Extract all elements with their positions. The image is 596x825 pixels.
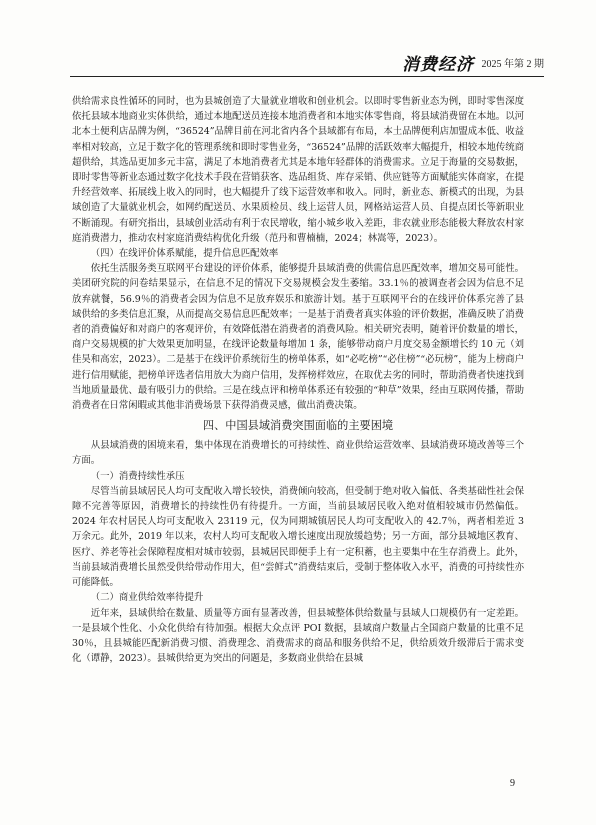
- subsection-heading: （二）商业供给效率待提升: [90, 592, 204, 604]
- paragraph: 尽管当前县域居民人均可支配收入增长较快，消费倾向较高，但受制于绝对收入偏低、各类基础性社会保障不完善等原因，消费增长的持续性仍有待提升。一方面，当前县域居民收入绝对值相较城市仍然偏低。2024 年农村居民人均可支配收入 23119 元，仅为同期城镇居民人均可支配收入的 42.7％，两者相差近 3 万余元。此外，2019 年以来，农村人均可支配收入增长速度出现放缓趋势；另一方面，部分县城地区教育、医疗、养老等社会保障程度相对城市较弱，县城居民即便手上有一定积蓄，也主要集中在生存消费上。此外，当前县域消费增长虽然受供给带动作用大，但“尝鲜式”消费结束后，受制于整体收入水平，消费的可持续性亦可能降低。: [72, 485, 524, 589]
- section-heading: 四、中国县域消费突围面临的主要困境: [202, 419, 394, 433]
- paragraph: 从县域消费的困境来看，集中体现在消费增长的可持续性、商业供给运营效率、县域消费环境改善等三个方面。: [72, 440, 524, 467]
- paragraph: 依托生活服务类互联网平台建设的评价体系，能够提升县域消费的供需信息匹配效率，增加交易可能性。美团研究院的问卷结果显示，在信息不足的情况下交易规模会发生萎缩。33.1％的被调查者会因为信息不足放弃就餐，56.9％的消费者会因为信息不足放弃娱乐和旅游计划。基于互联网平台的在线评价体系完善了县域供给的多类信息汇聚，从而提高交易信息匹配效率；一是基于消费者真实体验的评价数据，准确反映了消费者的消费偏好和对商户的客观评价，有效降低潜在消费者的消费风险。相关研究表明，随着评价数量的增长，商户交易规模的扩大效果更加明显，在线评论数量每增加 1 条，能够带动商户月度交易金额增长约 10 元（刘佳昊和高宏，2023）。二是基于在线评价系统衍生的榜单体系，如“必吃榜”“必住榜”“必玩榜”，能为上榜商户进行信用赋能，把榜单评选者信用放大为商户信用，发挥榜样效应，在取优去劣的同时，帮助消费者快速找到当地质量最优、最有吸引力的供给。三是在线点评和榜单体系还有较强的“种草”效果，经由互联网传播，帮助消费者在日常闲暇或其他非消费场景下获得消费灵感，做出消费决策。: [72, 263, 524, 412]
- paragraph: 供给需求良性循环的同时，也为县城创造了大量就业增收和创业机会。以即时零售新业态为例，即时零售深度依托县域本地商业实体供给，通过本地配送员连接本地消费者和本地实体零售商，将县域消费留在本地。以河北本土便利店品牌为例，“36524”品牌目前在河北省内各个县域都有布局，本土品牌便利店加盟成本低、收益率相对较高，立足于数字化的管理系统和即时零售业务，“36524”品牌的活跃效率大幅提升，相较本地传统商超供给，其选品更加多元丰富，满足了本地消费者尤其是本地年轻群体的消费需求。立足于海量的交易数据，即时零售等新业态通过数字化技术手段在营销获客、选品组货、库存采销、供应链等方面赋能实体商家，在提升经营效率、拓展线上收入的同时，也大幅提升了线下运营效率和收入。同时，新业态、新模式的出现，为县域创造了大量就业机会，如网约配送员、水果质检员、线上运营人员，网格站运营人员、自提点团长等新职业不断涌现。有研究指出，县域创业活动有利于农民增收，缩小城乡收入差距，非农就业形态能极大释放农村家庭消费潜力，推动农村家庭消费结构优化升级（范丹和曹楠楠，2024；林嵩等，2023）。: [72, 96, 524, 244]
- article-body: [72, 94, 524, 666]
- running-header: [70, 44, 544, 90]
- issue-label: 2025 年第 2 期: [481, 59, 544, 70]
- subsection-heading: （四）在线评价体系赋能，提升信息匹配效率: [90, 248, 279, 260]
- header-rule: [70, 76, 544, 77]
- page-number: 9: [510, 778, 515, 789]
- journal-title: 消费经济: [402, 55, 474, 75]
- subsection-heading: （一）消费持续性承压: [90, 470, 185, 482]
- paragraph: 近年来，县域供给在数量、质量等方面有显著改善，但县城整体供给数量与县域人口规模仍有一定差距。一是县域个性化、小众化供给有待加强。根据大众点评 POI 数据，县域商户数量占全国商户数量的比重不足 30％，且县城能匹配新消费习惯、消费理念、消费需求的商品和服务供给不足，供给质效升级滞后于需求变化（谭静，2023）。县城供给更为突出的问题是，多数商业供给在县城: [72, 607, 524, 665]
